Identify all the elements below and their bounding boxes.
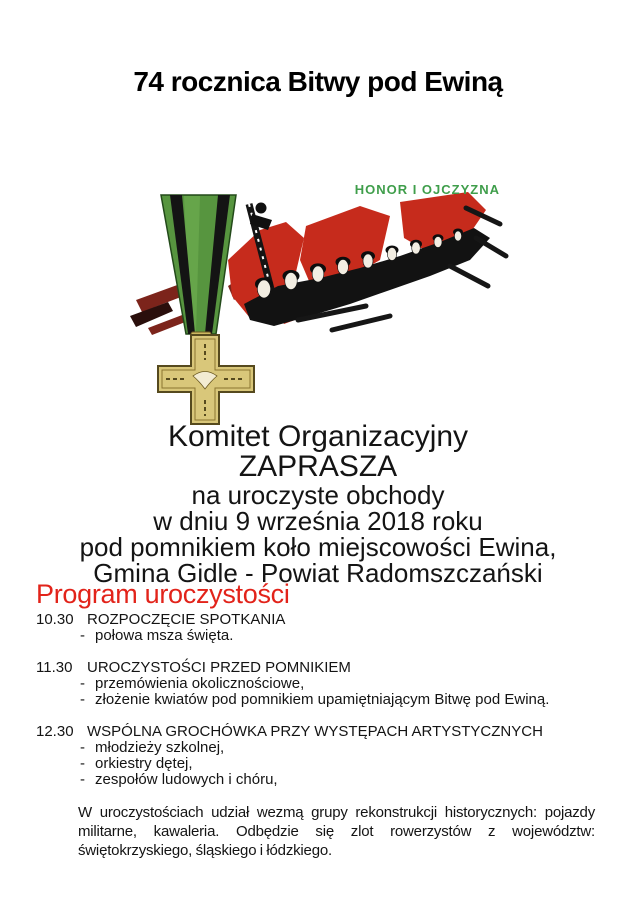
invitation-line: pod pomnikiem koło miejscowości Ewina, xyxy=(79,532,557,562)
program-entry-head xyxy=(36,659,636,676)
program-heading: Program uroczystości xyxy=(36,579,290,609)
program-subitem xyxy=(80,772,636,788)
entry-title: WSPÓLNA GROCHÓWKA PRZY WYSTĘPACH ARTYSTYCZNYCH xyxy=(87,723,543,740)
invitation-line-large: Komitet Organizacyjny xyxy=(167,420,469,453)
program-subitem xyxy=(80,756,636,772)
program-entry xyxy=(0,723,636,788)
entry-time: 12.30 xyxy=(36,723,74,740)
dash-bullet: - xyxy=(80,739,85,756)
motto-text: HONOR I OJCZYZNA xyxy=(354,182,500,197)
program-note: W uroczystościach udział wezmą grupy rekonstrukcji historycznych: pojazdy militarne, kawaleria. Odbędzie się zlot rowerzystów z województw: świętokrzyskiego, śląskiego i łódzkiego. xyxy=(78,804,595,859)
dash-bullet: - xyxy=(80,691,85,708)
dash-bullet: - xyxy=(80,627,85,644)
invitation-line: Gmina Gidle - Powiat Radomszczański xyxy=(93,558,543,588)
medal-cross-shape xyxy=(158,335,254,424)
page-title: 74 rocznica Bitwy pod Ewiną xyxy=(133,66,503,97)
subitem-text: połowa msza święta. xyxy=(95,627,234,644)
program-entry xyxy=(0,659,636,708)
dash-bullet: - xyxy=(80,675,85,692)
medal-ribbon-shape xyxy=(161,195,236,334)
program-subitem xyxy=(80,676,636,692)
invitation-block xyxy=(0,422,636,586)
partisan-cross-emblem xyxy=(128,168,510,430)
dash-bullet: - xyxy=(80,755,85,772)
program-entry xyxy=(0,611,636,644)
entry-title: UROCZYSTOŚCI PRZED POMNIKIEM xyxy=(87,659,351,676)
program-subitem xyxy=(80,740,636,756)
program-subitem xyxy=(80,628,636,644)
entry-title: ROZPOCZĘCIE SPOTKANIA xyxy=(87,611,286,628)
subitem-text: zespołów ludowych i chóru, xyxy=(95,771,278,788)
invitation-line: w dniu 9 września 2018 roku xyxy=(153,506,483,536)
subitem-text: złożenie kwiatów pod pomnikiem upamiętniającym Bitwę pod Ewiną. xyxy=(95,691,550,708)
entry-time: 10.30 xyxy=(36,611,74,628)
program-schedule xyxy=(0,611,636,860)
subitem-text: orkiestry dętej, xyxy=(95,755,193,772)
program-entry-head xyxy=(36,611,636,628)
program-entry-head xyxy=(36,723,636,740)
invitation-line-large: ZAPRASZA xyxy=(238,450,398,483)
entry-time: 11.30 xyxy=(36,659,73,676)
subitem-text: przemówienia okolicznościowe, xyxy=(95,675,305,692)
invitation-line: na uroczyste obchody xyxy=(191,480,445,510)
program-subitem xyxy=(80,692,636,708)
subitem-text: młodzieży szkolnej, xyxy=(95,739,225,756)
dash-bullet: - xyxy=(80,771,85,788)
emblem-illustration xyxy=(128,168,510,430)
